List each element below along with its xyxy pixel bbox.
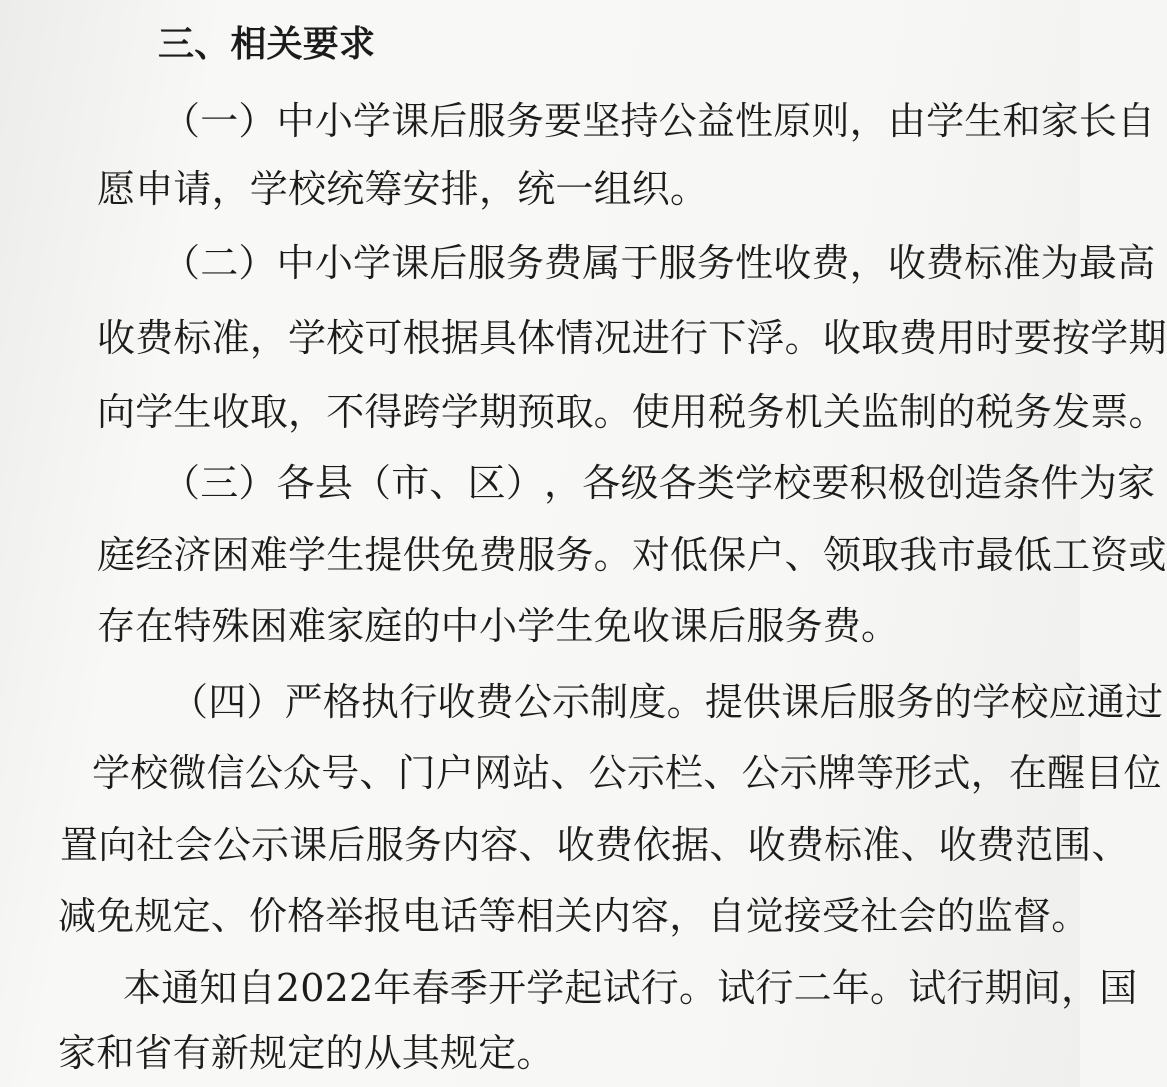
glyph: 公 (658, 99, 697, 143)
glyph: 会 (174, 823, 213, 867)
glyph: 依 (633, 823, 672, 867)
glyph: 资 (1090, 533, 1129, 577)
glyph: 户 (435, 751, 475, 795)
glyph: 小 (314, 99, 354, 143)
glyph: 知 (199, 966, 238, 1010)
glyph: 性 (735, 99, 774, 143)
glyph: 校 (773, 461, 812, 505)
glyph: 票 (1090, 390, 1129, 434)
glyph: 经 (135, 533, 174, 577)
glyph: 根 (402, 316, 441, 360)
glyph: 置 (60, 823, 99, 867)
glyph: 学 (972, 680, 1011, 724)
glyph: 行 (640, 966, 679, 1010)
glyph: 务 (746, 390, 785, 434)
glyph: 、 (550, 751, 589, 795)
glyph: 学 (288, 533, 327, 577)
glyph: 公 (741, 751, 780, 795)
glyph: 各 (276, 461, 315, 505)
glyph: 自 (1117, 99, 1156, 143)
glyph: 中 (276, 99, 315, 143)
glyph: 益 (696, 99, 736, 143)
glyph: 示 (251, 823, 290, 867)
glyph: 、 (784, 533, 823, 577)
glyph: 务 (696, 241, 736, 285)
glyph: 学 (440, 390, 480, 434)
glyph: 2 (324, 966, 349, 1010)
glyph: 醒 (1047, 751, 1086, 795)
glyph: 收 (747, 823, 786, 867)
glyph: 三 (200, 461, 239, 505)
glyph: 学 (926, 99, 965, 143)
glyph: 务 (403, 823, 443, 867)
glyph: 费 (594, 823, 634, 867)
paragraph-line (123, 965, 1138, 1011)
glyph: 准 (211, 316, 250, 360)
glyph: 、 (429, 461, 468, 505)
glyph: 服 (365, 823, 404, 867)
glyph: （ (162, 99, 201, 143)
glyph: 校 (1010, 680, 1049, 724)
glyph: 校 (326, 316, 365, 360)
glyph: 各 (582, 461, 621, 505)
glyph: 要 (544, 99, 583, 143)
glyph: 围 (1053, 823, 1092, 867)
glyph: ， (544, 461, 583, 505)
paragraph-line: 愿申请，学校统筹安排，统一组织。 (97, 167, 709, 211)
glyph: 务 (505, 99, 545, 143)
glyph: 时 (975, 316, 1014, 360)
glyph: 、 (518, 823, 557, 867)
glyph: 站 (512, 751, 551, 795)
glyph: 年 (831, 966, 871, 1010)
glyph: 务 (555, 533, 594, 577)
glyph: 行 (399, 680, 438, 724)
glyph: 类 (696, 461, 736, 505)
glyph: 春 (411, 966, 450, 1010)
glyph: 公 (244, 751, 284, 795)
glyph: 。 (593, 390, 632, 434)
glyph: 收 (97, 316, 136, 360)
glyph: 期 (984, 966, 1023, 1010)
glyph: 坚 (582, 99, 621, 143)
glyph: 生 (964, 99, 1003, 143)
glyph: 标 (824, 823, 863, 867)
glyph: 提 (364, 533, 403, 577)
glyph: 示 (626, 751, 666, 795)
glyph: 公 (212, 823, 252, 867)
glyph: 保 (708, 533, 747, 577)
glyph: 通 (161, 966, 200, 1010)
paragraph-line (162, 240, 1156, 286)
glyph: 试 (717, 966, 756, 1010)
glyph: 不 (326, 390, 365, 434)
glyph: 关 (822, 390, 862, 434)
glyph: 制 (899, 390, 938, 434)
glyph: 。 (784, 316, 823, 360)
glyph: 可 (364, 316, 403, 360)
glyph: 试 (602, 966, 641, 1010)
glyph: ） (246, 680, 285, 724)
glyph: 区 (467, 461, 506, 505)
glyph: 费 (479, 533, 518, 577)
glyph: 领 (822, 533, 862, 577)
glyph: 预 (517, 390, 556, 434)
glyph: 费 (976, 823, 1016, 867)
glyph: 市 (391, 461, 430, 505)
paragraph-line: 减免规定、价格举报电话等相关内容，自觉接受社会的监督。 (58, 894, 1090, 938)
glyph: ， (249, 316, 289, 360)
glyph: 目 (1085, 751, 1124, 795)
glyph: 示 (552, 680, 591, 724)
glyph: 务 (1013, 390, 1053, 434)
glyph: 供 (402, 533, 441, 577)
glyph: 标 (964, 241, 1003, 285)
glyph: 各 (658, 461, 697, 505)
glyph: 税 (975, 390, 1014, 434)
glyph: 服 (517, 533, 556, 577)
paragraph-line (92, 750, 1162, 796)
glyph: 。 (593, 533, 632, 577)
glyph: 据 (671, 823, 710, 867)
glyph: 税 (708, 390, 747, 434)
glyph: 学 (135, 390, 174, 434)
glyph: 。 (666, 680, 705, 724)
glyph: 严 (284, 680, 323, 724)
glyph: 课 (289, 823, 328, 867)
glyph: 服 (857, 680, 896, 724)
glyph: 位 (1123, 751, 1162, 795)
glyph: 极 (887, 461, 927, 505)
glyph: 得 (364, 390, 403, 434)
glyph: （ (162, 461, 201, 505)
glyph: 。 (679, 966, 718, 1010)
glyph: 准 (862, 823, 901, 867)
glyph: 2 (275, 966, 301, 1010)
glyph: 小 (314, 241, 354, 285)
glyph: ， (288, 390, 327, 434)
glyph: 具 (479, 316, 518, 360)
glyph: 自 (237, 966, 276, 1010)
glyph: 学 (735, 461, 774, 505)
glyph: 务 (505, 241, 545, 285)
glyph: 本 (123, 966, 162, 1010)
glyph: 供 (743, 680, 782, 724)
glyph: 信 (206, 751, 245, 795)
glyph: 四 (208, 680, 247, 724)
glyph: 积 (849, 461, 888, 505)
glyph: 课 (781, 680, 820, 724)
glyph: 的 (934, 680, 973, 724)
glyph: 容 (480, 823, 519, 867)
glyph: 栏 (665, 751, 704, 795)
glyph: 。 (870, 966, 909, 1010)
glyph: 我 (899, 533, 938, 577)
glyph: 牌 (817, 751, 857, 795)
glyph: 费 (811, 241, 850, 285)
glyph: 费 (475, 680, 514, 724)
glyph: 跨 (402, 390, 441, 434)
glyph: 标 (173, 316, 212, 360)
glyph: （ (170, 680, 209, 724)
glyph: 网 (474, 751, 513, 795)
glyph: （ (162, 241, 201, 285)
glyph: 开 (487, 966, 527, 1010)
glyph: 取 (861, 533, 900, 577)
glyph: 体 (517, 316, 556, 360)
glyph: 情 (555, 316, 594, 360)
glyph: （ (353, 461, 392, 505)
glyph: 收 (211, 390, 250, 434)
glyph: 生 (173, 390, 212, 434)
glyph: 况 (593, 316, 632, 360)
glyph: 持 (620, 99, 659, 143)
glyph: 最 (975, 533, 1014, 577)
glyph: 收 (938, 823, 977, 867)
glyph: 户 (746, 533, 785, 577)
glyph: 济 (173, 533, 212, 577)
glyph: 、 (703, 751, 742, 795)
glyph: 、 (1091, 823, 1130, 867)
glyph: 免 (440, 533, 480, 577)
glyph: 收 (887, 241, 927, 285)
glyph: 向 (98, 823, 137, 867)
glyph: ， (849, 241, 888, 285)
glyph: 由 (887, 99, 927, 143)
glyph: 收 (822, 316, 862, 360)
glyph: 为 (1040, 241, 1079, 285)
glyph: 期 (1128, 316, 1167, 360)
glyph: 费 (899, 316, 938, 360)
glyph: 社 (136, 823, 175, 867)
glyph: 准 (1002, 241, 1041, 285)
glyph: 、 (359, 751, 398, 795)
glyph: 要 (1013, 316, 1053, 360)
glyph: 学 (353, 241, 392, 285)
glyph: 最 (1078, 241, 1118, 285)
glyph: 监 (861, 390, 900, 434)
glyph: 学 (353, 99, 392, 143)
glyph: 号 (321, 751, 360, 795)
glyph: 通 (1086, 680, 1126, 724)
glyph: 费 (544, 241, 583, 285)
glyph: 起 (564, 966, 603, 1010)
glyph: 则 (811, 99, 850, 143)
glyph: 公 (513, 680, 553, 724)
glyph: 发 (1052, 390, 1091, 434)
glyph: 服 (658, 241, 697, 285)
glyph: 制 (590, 680, 629, 724)
paragraph-line: 家和省有新规定的从其规定。 (58, 1031, 555, 1075)
glyph: 费 (135, 316, 174, 360)
glyph: 执 (361, 680, 400, 724)
glyph: 机 (784, 390, 823, 434)
glyph: 学 (92, 751, 131, 795)
glyph: 格 (322, 680, 362, 724)
glyph: 后 (429, 241, 468, 285)
glyph: 微 (168, 751, 207, 795)
glyph: 件 (1040, 461, 1079, 505)
glyph: 取 (861, 316, 900, 360)
glyph: ） (238, 99, 277, 143)
glyph: 和 (1002, 99, 1041, 143)
glyph: 二 (793, 966, 832, 1010)
glyph: 据 (440, 316, 480, 360)
glyph: 于 (620, 241, 659, 285)
glyph: 原 (773, 99, 812, 143)
glyph: 性 (735, 241, 774, 285)
glyph: 、 (900, 823, 939, 867)
glyph: 式 (932, 751, 971, 795)
glyph: 二 (200, 241, 239, 285)
glyph: 0 (300, 966, 325, 1010)
paragraph-line: 存在特殊困难家庭的中小学生免收课后服务费。 (97, 604, 900, 648)
glyph: ） (238, 461, 277, 505)
glyph: 务 (895, 680, 935, 724)
glyph: 生 (326, 533, 365, 577)
paragraph-line (162, 460, 1156, 506)
glyph: 对 (631, 533, 671, 577)
glyph: 收 (437, 680, 476, 724)
glyph: 浮 (746, 316, 785, 360)
glyph: 按 (1052, 316, 1091, 360)
paragraph-line (97, 315, 1167, 361)
glyph: 服 (467, 99, 506, 143)
glyph: 门 (397, 751, 436, 795)
glyph: ， (970, 751, 1009, 795)
glyph: 后 (429, 99, 468, 143)
paragraph-line (162, 98, 1156, 144)
glyph: 形 (894, 751, 933, 795)
glyph: 难 (249, 533, 289, 577)
glyph: 校 (130, 751, 169, 795)
glyph: 家 (1117, 461, 1156, 505)
glyph: 进 (631, 316, 671, 360)
glyph: 使 (631, 390, 671, 434)
glyph: 范 (1015, 823, 1054, 867)
glyph: 创 (926, 461, 965, 505)
glyph: 高 (1117, 241, 1156, 285)
glyph: 县 (314, 461, 354, 505)
paragraph-line (97, 389, 1167, 435)
glyph: 内 (442, 823, 481, 867)
glyph: 庭 (97, 533, 136, 577)
glyph: 或 (1128, 533, 1167, 577)
glyph: 年 (373, 966, 412, 1010)
glyph: 收 (556, 823, 595, 867)
glyph: 为 (1078, 461, 1118, 505)
glyph: 费 (926, 241, 965, 285)
glyph: 学 (288, 316, 327, 360)
glyph: ） (238, 241, 277, 285)
glyph: 2 (348, 966, 374, 1010)
glyph: 要 (811, 461, 850, 505)
glyph: 期 (479, 390, 518, 434)
glyph: 长 (1078, 99, 1118, 143)
glyph: 在 (1008, 751, 1048, 795)
glyph: 度 (628, 680, 667, 724)
glyph: 公 (588, 751, 627, 795)
glyph: 低 (670, 533, 709, 577)
glyph: 级 (620, 461, 659, 505)
section-heading: 三、相关要求 (158, 24, 376, 65)
paragraph-line (60, 822, 1130, 868)
glyph: ， (1061, 966, 1100, 1010)
glyph: 课 (391, 99, 430, 143)
glyph: 、 (709, 823, 748, 867)
glyph: ， (849, 99, 888, 143)
glyph: 。 (1128, 390, 1167, 434)
glyph: 学 (1090, 316, 1129, 360)
glyph: 国 (1099, 966, 1138, 1010)
glyph: 中 (276, 241, 315, 285)
glyph: 一 (200, 99, 239, 143)
glyph: 课 (391, 241, 430, 285)
glyph: 向 (97, 390, 136, 434)
glyph: 季 (449, 966, 488, 1010)
glyph: 取 (249, 390, 289, 434)
glyph: 造 (964, 461, 1003, 505)
glyph: 后 (819, 680, 858, 724)
glyph: 家 (1040, 99, 1079, 143)
glyph: 用 (937, 316, 976, 360)
glyph: 行 (670, 316, 709, 360)
glyph: 后 (327, 823, 366, 867)
paragraph-line (97, 532, 1167, 578)
glyph: 众 (283, 751, 322, 795)
glyph: 下 (708, 316, 747, 360)
glyph: 学 (526, 966, 565, 1010)
paragraph-line (170, 679, 1164, 725)
glyph: 行 (755, 966, 794, 1010)
glyph: 市 (937, 533, 976, 577)
glyph: 困 (211, 533, 250, 577)
glyph: 属 (582, 241, 621, 285)
glyph: 试 (908, 966, 947, 1010)
glyph: 应 (1048, 680, 1087, 724)
glyph: 示 (779, 751, 818, 795)
glyph: 提 (704, 680, 744, 724)
glyph: 低 (1013, 533, 1053, 577)
glyph: 条 (1002, 461, 1041, 505)
glyph: 费 (785, 823, 825, 867)
glyph: 服 (467, 241, 506, 285)
glyph: 取 (555, 390, 594, 434)
glyph: 工 (1052, 533, 1091, 577)
glyph: 收 (773, 241, 812, 285)
glyph: 等 (856, 751, 895, 795)
glyph: 过 (1125, 680, 1164, 724)
glyph: 的 (937, 390, 976, 434)
glyph: 用 (670, 390, 709, 434)
glyph: 间 (1022, 966, 1062, 1010)
glyph: 行 (946, 966, 985, 1010)
glyph: ） (505, 461, 545, 505)
